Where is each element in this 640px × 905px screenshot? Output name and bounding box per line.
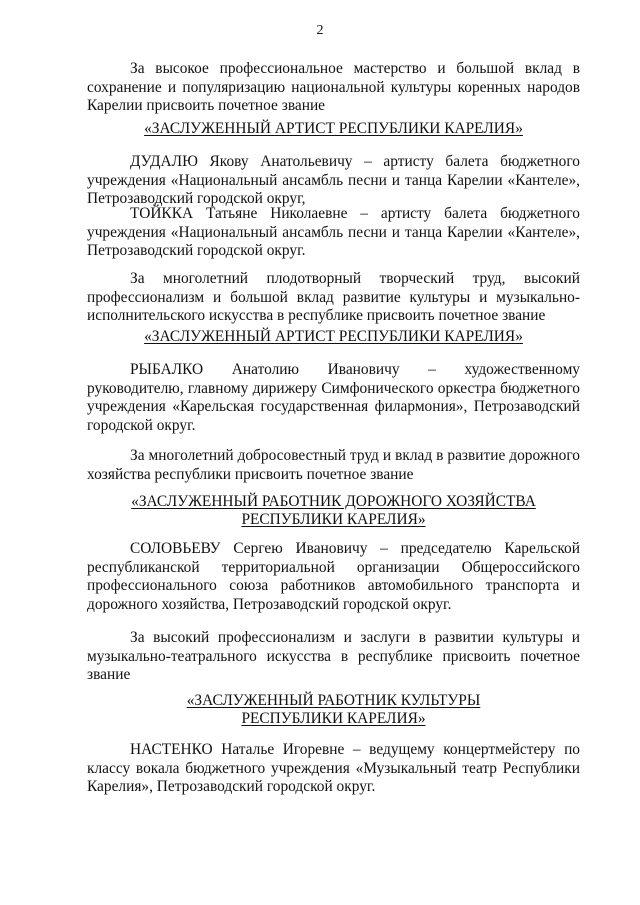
section-4-intro: За высокий профессионализм и заслуги в развитии культуры и музыкально-театрального искусства в республике присвоить почетное звание <box>87 629 580 683</box>
section-2-recipient-1: РЫБАЛКО Анатолию Ивановичу – художественному руководителю, главному дирижеру Симфонического оркестра бюджетного учреждения «Карельская государственная филармония», Петрозаводский городской округ. <box>87 361 580 434</box>
section-4-title-line-1: «ЗАСЛУЖЕННЫЙ РАБОТНИК КУЛЬТУРЫ <box>186 692 481 709</box>
section-2-title: «ЗАСЛУЖЕННЫЙ АРТИСТ РЕСПУБЛИКИ КАРЕЛИЯ» <box>144 328 523 345</box>
page-number: 2 <box>316 23 324 38</box>
section-1-title: «ЗАСЛУЖЕННЫЙ АРТИСТ РЕСПУБЛИКИ КАРЕЛИЯ» <box>144 120 523 137</box>
section-4-title-line-2: РЕСПУБЛИКИ КАРЕЛИЯ» <box>241 710 426 727</box>
section-3-title-line-1: «ЗАСЛУЖЕННЫЙ РАБОТНИК ДОРОЖНОГО ХОЗЯЙСТВА <box>131 493 536 510</box>
section-3-recipient-1: СОЛОВЬЕВУ Сергею Ивановичу – председателю Карельской республиканской территориальной организации Общероссийского профессионального союза работников автомобильного транспорта и дорожного хозяйства, Петрозаводский городской округ. <box>87 540 580 613</box>
section-4-recipient-1: НАСТЕНКО Наталье Игоревне – ведущему концертмейстеру по классу вокала бюджетного учреждения «Музыкальный театр Республики Карелия», Петрозаводский городской округ. <box>87 741 580 795</box>
section-1-recipient-1: ДУДАЛЮ Якову Анатольевичу – артисту балета бюджетного учреждения «Национальный ансамбль песни и танца Карелии «Кантеле», Петрозаводский городской округ, <box>87 153 580 207</box>
section-2-intro: За многолетний плодотворный творческий труд, высокий профессионализм и большой вклад развитие культуры и музыкально-исполнительского искусства в республике присвоить почетное звание <box>87 270 580 324</box>
section-1-intro: За высокое профессиональное мастерство и большой вклад в сохранение и популяризацию национальной культуры коренных народов Карелии присвоить почетное звание <box>87 60 580 114</box>
section-1-recipient-2: ТОЙККА Татьяне Николаевне – артисту балета бюджетного учреждения «Национальный ансамбль песни и танца Карелии «Кантеле», Петрозаводский городской округ. <box>87 205 580 259</box>
section-3-intro: За многолетний добросовестный труд и вклад в развитие дорожного хозяйства республики присвоить почетное звание <box>87 447 580 483</box>
section-3-title-line-2: РЕСПУБЛИКИ КАРЕЛИЯ» <box>241 511 426 528</box>
